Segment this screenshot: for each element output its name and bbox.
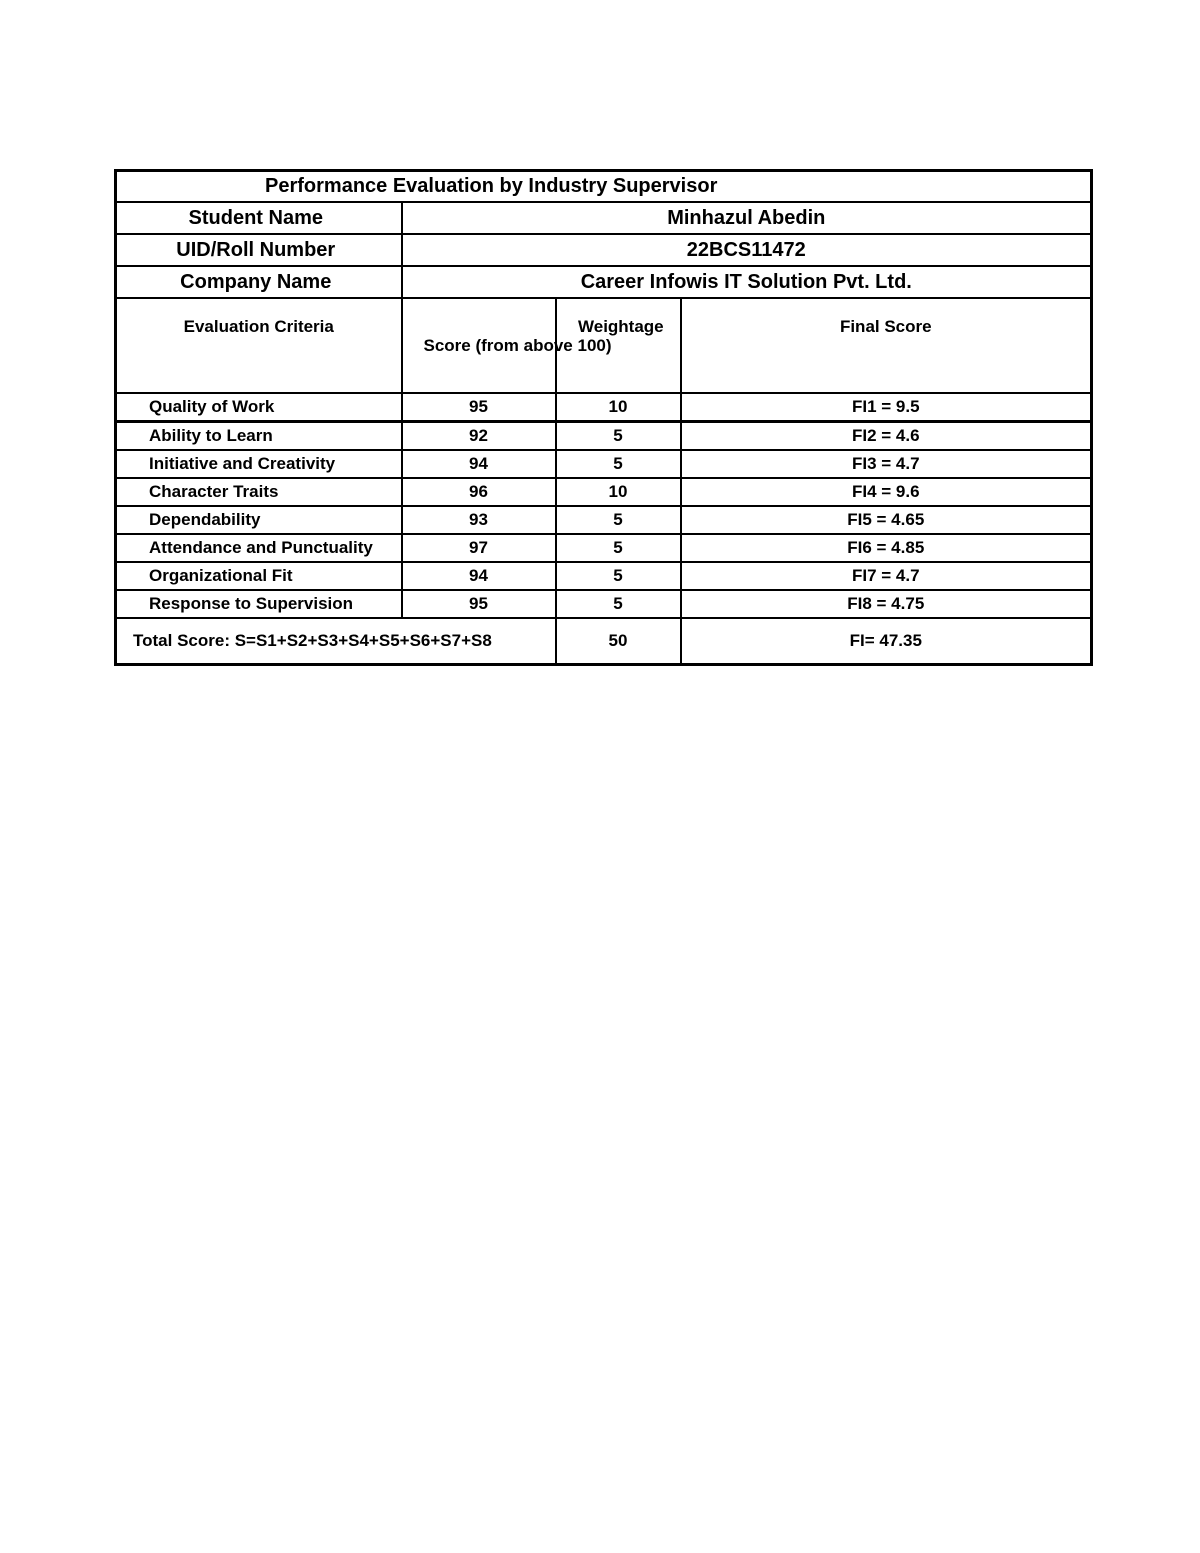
criteria-cell: Attendance and Punctuality bbox=[116, 534, 402, 562]
table-row bbox=[116, 478, 1092, 506]
weight-cell: 5 bbox=[556, 562, 681, 590]
score-cell: 94 bbox=[402, 562, 556, 590]
total-label: Total Score: S=S1+S2+S3+S4+S5+S6+S7+S8 bbox=[116, 618, 556, 665]
table-title: Performance Evaluation by Industry Supervisor bbox=[116, 171, 1092, 203]
score-cell: 92 bbox=[402, 422, 556, 451]
final-score-cell: FI8 = 4.75 bbox=[681, 590, 1092, 618]
score-cell: 93 bbox=[402, 506, 556, 534]
weight-cell: 5 bbox=[556, 590, 681, 618]
criteria-cell: Ability to Learn bbox=[116, 422, 402, 451]
company-label: Company Name bbox=[116, 266, 402, 298]
criteria-cell: Initiative and Creativity bbox=[116, 450, 402, 478]
student-name-label: Student Name bbox=[116, 202, 402, 234]
table-row bbox=[116, 450, 1092, 478]
header-criteria: Evaluation Criteria bbox=[116, 298, 402, 393]
table-row bbox=[116, 393, 1092, 422]
final-score-cell: FI5 = 4.65 bbox=[681, 506, 1092, 534]
score-cell: 97 bbox=[402, 534, 556, 562]
table-row bbox=[116, 562, 1092, 590]
criteria-cell: Organizational Fit bbox=[116, 562, 402, 590]
final-score-cell: FI3 = 4.7 bbox=[681, 450, 1092, 478]
header-score bbox=[402, 298, 612, 393]
final-score-cell: FI1 = 9.5 bbox=[681, 393, 1092, 422]
weight-cell: 5 bbox=[556, 534, 681, 562]
table-row bbox=[116, 506, 1092, 534]
table-row bbox=[116, 534, 1092, 562]
header-final-score: Final Score bbox=[681, 298, 1092, 393]
score-cell: 95 bbox=[402, 590, 556, 618]
student-name-value: Minhazul Abedin bbox=[402, 202, 1092, 234]
score-cell: 94 bbox=[402, 450, 556, 478]
evaluation-table bbox=[114, 169, 1093, 666]
criteria-cell: Character Traits bbox=[116, 478, 402, 506]
weight-cell: 5 bbox=[556, 450, 681, 478]
score-cell: 96 bbox=[402, 478, 556, 506]
total-final: FI= 47.35 bbox=[681, 618, 1092, 665]
weight-cell: 5 bbox=[556, 422, 681, 451]
final-score-cell: FI2 = 4.6 bbox=[681, 422, 1092, 451]
final-score-cell: FI6 = 4.85 bbox=[681, 534, 1092, 562]
uid-value: 22BCS11472 bbox=[402, 234, 1092, 266]
table-row bbox=[116, 590, 1092, 618]
criteria-cell: Quality of Work bbox=[116, 393, 402, 422]
score-cell: 95 bbox=[402, 393, 556, 422]
final-score-cell: FI7 = 4.7 bbox=[681, 562, 1092, 590]
weight-cell: 10 bbox=[556, 478, 681, 506]
criteria-cell: Response to Supervision bbox=[116, 590, 402, 618]
table-row bbox=[116, 422, 1092, 451]
uid-label: UID/Roll Number bbox=[116, 234, 402, 266]
header-weightage-text: Weightage bbox=[578, 317, 664, 336]
criteria-cell: Dependability bbox=[116, 506, 402, 534]
rows-body bbox=[116, 393, 1092, 618]
final-score-cell: FI4 = 9.6 bbox=[681, 478, 1092, 506]
weight-cell: 5 bbox=[556, 506, 681, 534]
header-score-text: Score (from above 100) bbox=[423, 336, 612, 355]
company-value: Career Infowis IT Solution Pvt. Ltd. bbox=[402, 266, 1092, 298]
weight-cell: 10 bbox=[556, 393, 681, 422]
total-weight: 50 bbox=[556, 618, 681, 665]
